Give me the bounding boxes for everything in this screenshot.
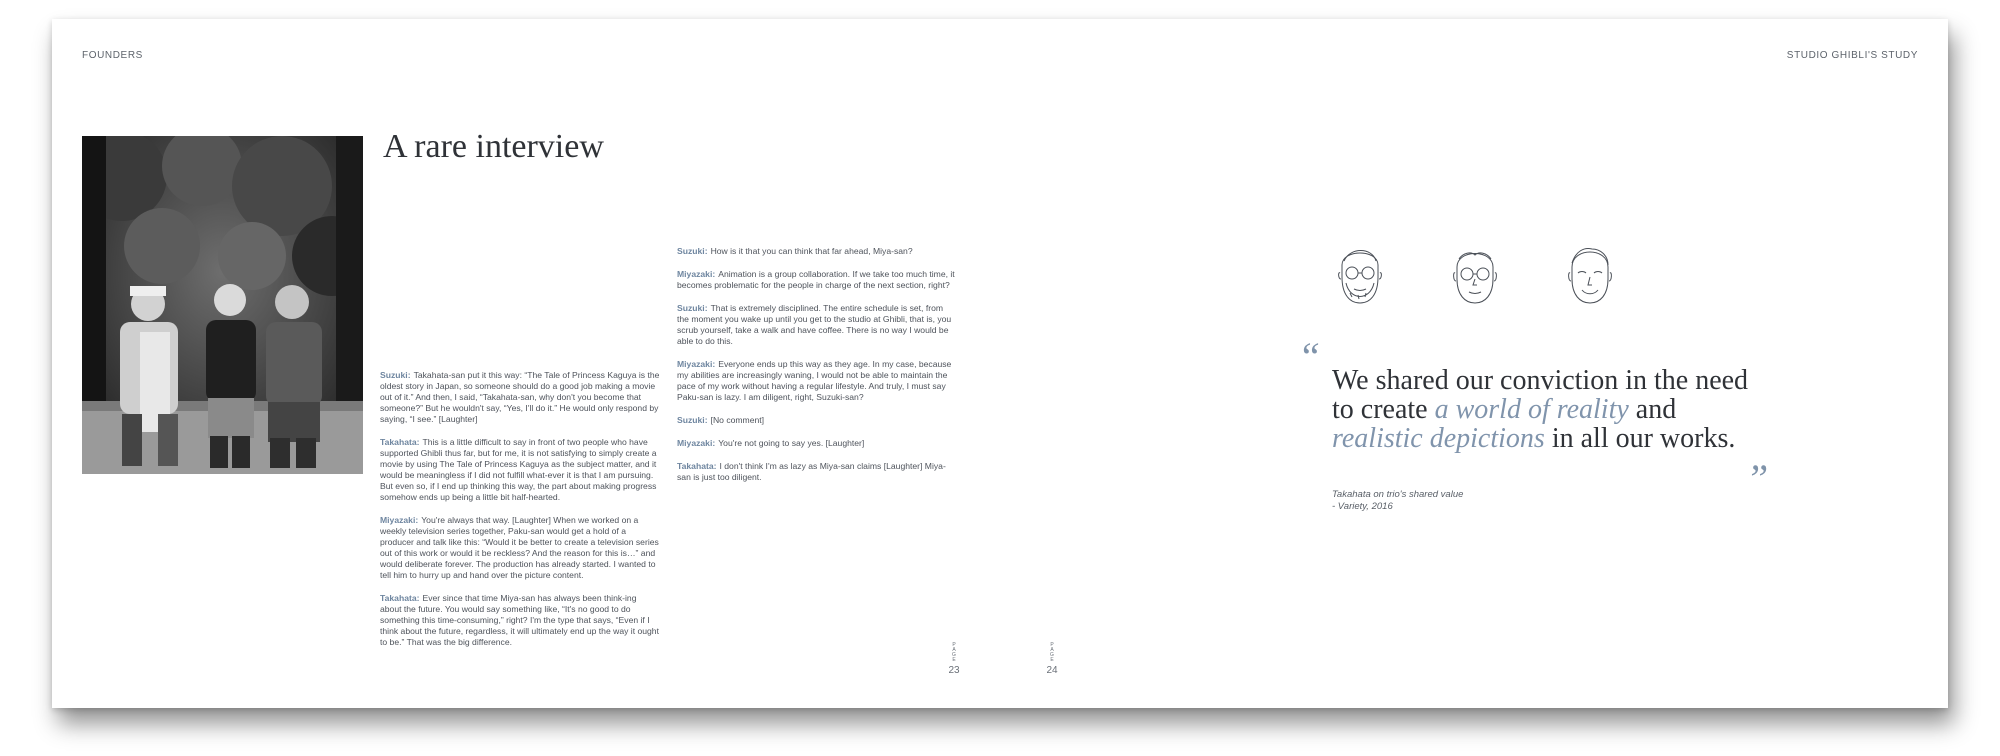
speaker-name: Miyazaki: xyxy=(677,269,716,279)
quote-text: and xyxy=(1628,394,1677,425)
close-quote-mark: ” xyxy=(1746,456,1769,501)
quote-text: We shared our conviction in the need to create xyxy=(1332,365,1749,425)
page-number-right xyxy=(1042,643,1062,676)
dialogue-text: How is it that you can think that far ahead, Miya-san? xyxy=(710,246,913,256)
dialogue-paragraph xyxy=(380,437,660,503)
page-number-left xyxy=(944,643,964,676)
quote-attribution xyxy=(1332,489,1463,513)
dialogue-text: You're always that way. [Laughter] When we worked on a weekly television series together, Paku-san would get a hold of a producer and talk like this: “Would it be better to create a television series out of this work or would it be reckless? And the reason for this is…” and would deliberate forever. The production has already started. I wanted to tell him to hurry up and hand over the picture content. xyxy=(380,515,659,580)
dialogue-text: Takahata-san put it this way: “The Tale of Princess Kaguya is the oldest story in Japan, so someone should do a good job making a movie out of it.” And then, I said, “Takahata-san, why don't you become that someone?” But he wouldn't say, “Yes, I'll do it.” He would only respond by saying, “I see.” [Laughter] xyxy=(380,370,660,424)
attribution-line: Takahata on trio's shared value xyxy=(1332,489,1464,500)
speaker-name: Miyazaki: xyxy=(677,359,716,369)
running-header-left: FOUNDERS xyxy=(82,50,143,61)
dialogue-text: Animation is a group collaboration. If we take too much time, it becomes problematic for the people in charge of the next section, right? xyxy=(677,269,955,290)
open-quote-mark: “ xyxy=(1298,334,1321,379)
dialogue-paragraph xyxy=(677,269,957,291)
founders-photo xyxy=(82,136,363,474)
speaker-name: Suzuki: xyxy=(677,415,708,425)
founder-illustrations xyxy=(1332,241,1632,311)
dialogue-text: That is extremely disciplined. The entire schedule is set, from the moment you wake up until you get to the studio at Ghibli, that is, you scrub yourself, take a walk and have coffee. There is no way I would be able to do this. xyxy=(677,303,952,346)
article-title: A rare interview xyxy=(383,128,604,165)
page-number: 23 xyxy=(948,665,960,676)
dialogue-text: [No comment] xyxy=(710,415,765,425)
quote-emphasis: a world of reality xyxy=(1434,394,1629,425)
speaker-name: Suzuki: xyxy=(380,370,411,380)
smiling-man-portrait-icon xyxy=(1562,241,1618,307)
dialogue-paragraph xyxy=(380,370,660,425)
glasses-man-portrait-icon xyxy=(1447,241,1503,307)
quote-text: in all our works. xyxy=(1544,423,1736,454)
dialogue-text: This is a little difficult to say in front of two people who have supported Ghibli thus far, but for me, it is not satisfying to simply create a movie by using The Tale of Princess Kaguya as the subject matter, and it would be meaningless if I did not fulfill what-ever it is that I am pursuing. But even so, if I end up thinking this way, the part about making progress somehow ends up being a little bit half-hearted. xyxy=(380,437,657,502)
speaker-name: Takahata: xyxy=(380,593,420,603)
attribution-source: - Variety, 2016 xyxy=(1332,501,1393,512)
speaker-name: Takahata: xyxy=(677,461,717,471)
quote-emphasis: realistic depictions xyxy=(1332,423,1545,454)
magazine-spread xyxy=(52,19,1948,708)
page-number: 24 xyxy=(1046,665,1058,676)
dialogue-text: Everyone ends up this way as they age. In my case, because my abilities are increasingly waning, I would not be able to maintain the pace of my work without having a regular lifestyle. And truly, I must say Paku-san is lazy. I am diligent, right, Suzuki-san? xyxy=(677,359,952,402)
dialogue-paragraph xyxy=(677,438,957,449)
interview-column-left xyxy=(380,370,660,660)
dialogue-text: I don't think I'm as lazy as Miya-san claims [Laughter] Miya-san is just too diligent. xyxy=(677,461,946,482)
interview-column-right xyxy=(677,246,957,495)
dialogue-text: You're not going to say yes. [Laughter] xyxy=(718,438,865,448)
dialogue-paragraph xyxy=(677,359,957,403)
dialogue-paragraph xyxy=(677,415,957,426)
speaker-name: Miyazaki: xyxy=(677,438,716,448)
speaker-name: Takahata: xyxy=(380,437,420,447)
page-label-letters: P A G E xyxy=(952,642,956,663)
dialogue-text: Ever since that time Miya-san has always been think-ing about the future. You would say something like, “It's no good to do something this time-consuming,” right? I'm the type that says, “Even if I think about the future, regardless, it will ultimately end up the way it ought to be.” That was the big difference. xyxy=(380,593,659,647)
speaker-name: Suzuki: xyxy=(677,303,708,313)
dialogue-paragraph xyxy=(380,593,660,648)
dialogue-paragraph xyxy=(677,303,957,347)
page-label-letters: P A G E xyxy=(1050,642,1054,663)
dialogue-paragraph xyxy=(380,515,660,581)
pull-quote xyxy=(1332,366,1772,453)
dialogue-paragraph xyxy=(677,246,957,257)
running-header-right: STUDIO GHIBLI'S STUDY xyxy=(1786,50,1918,61)
speaker-name: Suzuki: xyxy=(677,246,708,256)
dialogue-paragraph xyxy=(677,461,957,483)
bearded-man-portrait-icon xyxy=(1332,241,1388,307)
speaker-name: Miyazaki: xyxy=(380,515,419,525)
